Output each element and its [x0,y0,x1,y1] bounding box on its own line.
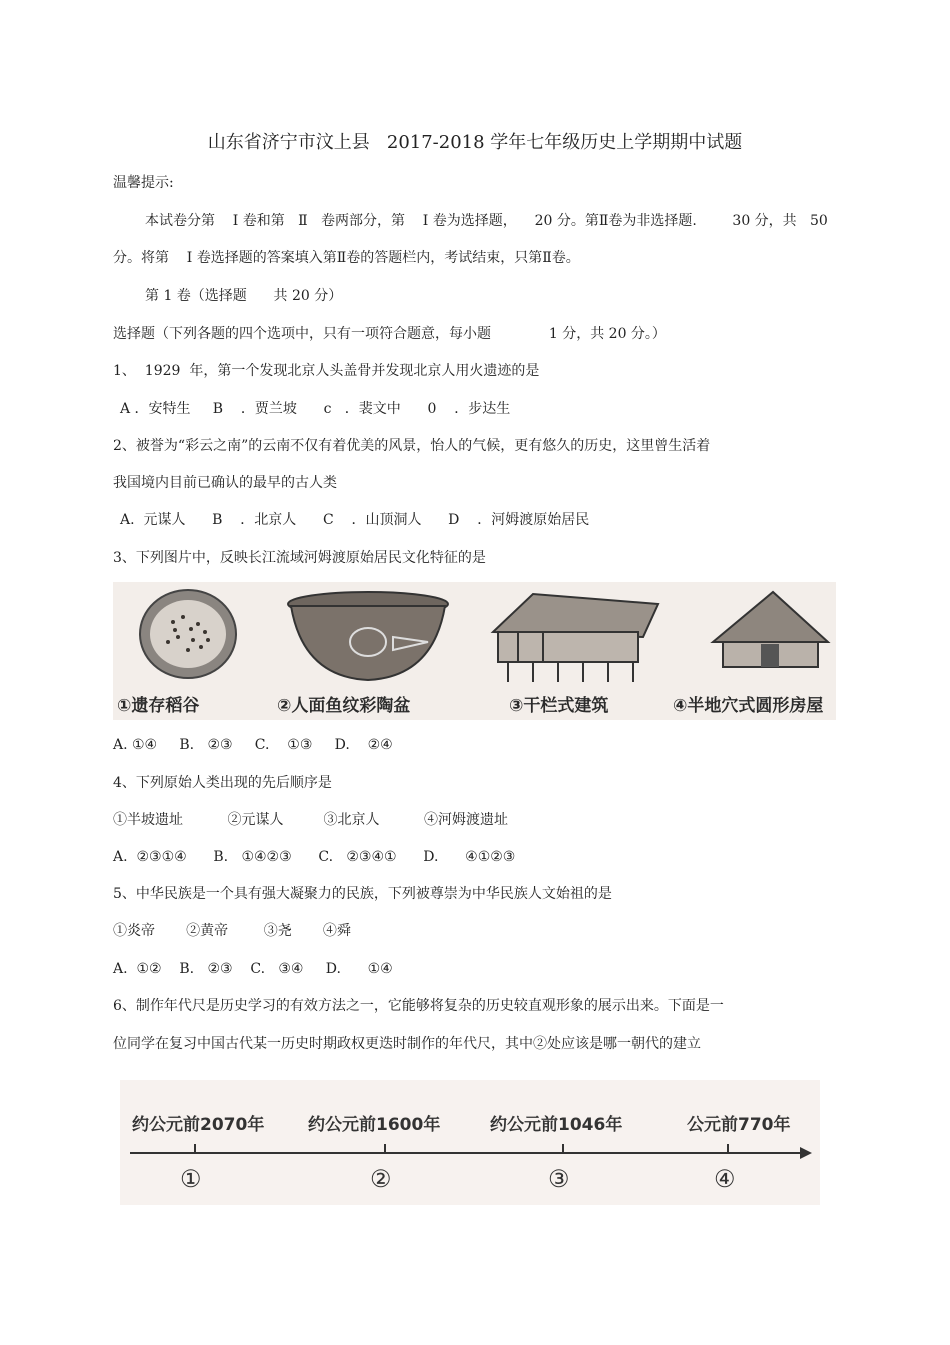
question-5-stem: 5、中华民族是一个具有强大凝聚力的民族，下列被尊崇为中华民族人文始祖的是 [113,886,612,902]
round-house-icon [673,582,836,692]
figure-caption-2: ②人面鱼纹彩陶盆 [277,696,411,716]
timeline-figure [120,1080,820,1205]
question-2-stem: 2、被誉为“彩云之南”的云南不仅有着优美的风景，怡人的气候，更有悠久的历史，这里曾生活着 [113,438,711,454]
figure-row [113,582,836,720]
page-title: 山东省济宁市汶上县 2017-2018 学年七年级历史上学期期中试题 [207,132,743,153]
figure-stilt-house [473,582,673,720]
timeline-mark-4: ④ [714,1165,736,1193]
timeline-mark-3: ③ [548,1165,570,1193]
timeline-date-2: 约公元前1600年 [308,1115,441,1135]
stilt-house-icon [473,582,673,692]
timeline-mark-1: ① [180,1165,202,1193]
figure-round-house [673,582,836,720]
question-2-stem-cont: 我国境内目前已确认的最早的古人类 [113,475,337,491]
tip-label: 温馨提示: [113,175,174,191]
question-1-options: A ．安特生 B ．贾兰坡 c ．裴文中 0 ．步达生 [120,401,511,417]
question-2-options: A. 元谋人 B ．北京人 C ．山顶洞人 D ．河姆渡原始居民 [120,512,590,528]
question-5-options: A. ①② B. ②③ C. ③④ D. ①④ [113,961,393,977]
figure-rice [113,582,263,720]
figure-caption-4: ④半地穴式圆形房屋 [673,696,824,716]
question-3-stem: 3、下列图片中，反映长江流域河姆渡原始居民文化特征的是 [113,550,486,566]
question-4-items: ①半坡遗址 ②元谋人 ③北京人 ④河姆渡遗址 [113,812,509,828]
question-6-stem: 6、制作年代尺是历史学习的有效方法之一，它能够将复杂的历史较直观形象的展示出来。下面是一 [113,998,724,1014]
section-heading: 第 1 卷（选择题 共 20 分） [145,288,343,304]
timeline-date-4: 公元前770年 [687,1115,791,1135]
figure-caption-3: ③干栏式建筑 [509,696,609,716]
instructions-line-1: 本试卷分第 Ⅰ 卷和第 Ⅱ 卷两部分，第 Ⅰ 卷为选择题， 20 分。第Ⅱ卷为非选择题. 30 分，共 50 [145,213,828,229]
pottery-basin-icon [263,582,473,692]
figure-caption-1: ①遗存稻谷 [117,696,200,716]
instructions-line-2: 分。将第 Ⅰ 卷选择题的答案填入第Ⅱ卷的答题栏内，考试结束，只第Ⅱ卷。 [113,250,580,266]
question-5-items: ①炎帝 ②黄帝 ③尧 ④舜 [113,923,351,939]
figure-basin [263,582,473,720]
timeline-date-3: 约公元前1046年 [490,1115,623,1135]
timeline-mark-2: ② [370,1165,392,1193]
question-4-options: A. ②③①④ B. ①④②③ C. ②③④① D. ④①②③ [113,849,516,865]
question-1-stem: 1、 1929 年，第一个发现北京人头盖骨并发现北京人用火遗迹的是 [113,363,540,379]
timeline-date-1: 约公元前2070年 [132,1115,265,1135]
section-note: 选择题（下列各题的四个选项中，只有一项符合题意，每小题 1 分，共 20 分。） [113,326,666,342]
question-6-stem-cont: 位同学在复习中国古代某一历史时期政权更迭时制作的年代尺，其中②处应该是哪一朝代的建立 [113,1036,701,1052]
rice-bowl-icon [113,582,263,692]
question-3-options: A. ①④ B. ②③ C. ①③ D. ②④ [113,737,393,753]
question-4-stem: 4、下列原始人类出现的先后顺序是 [113,775,332,791]
